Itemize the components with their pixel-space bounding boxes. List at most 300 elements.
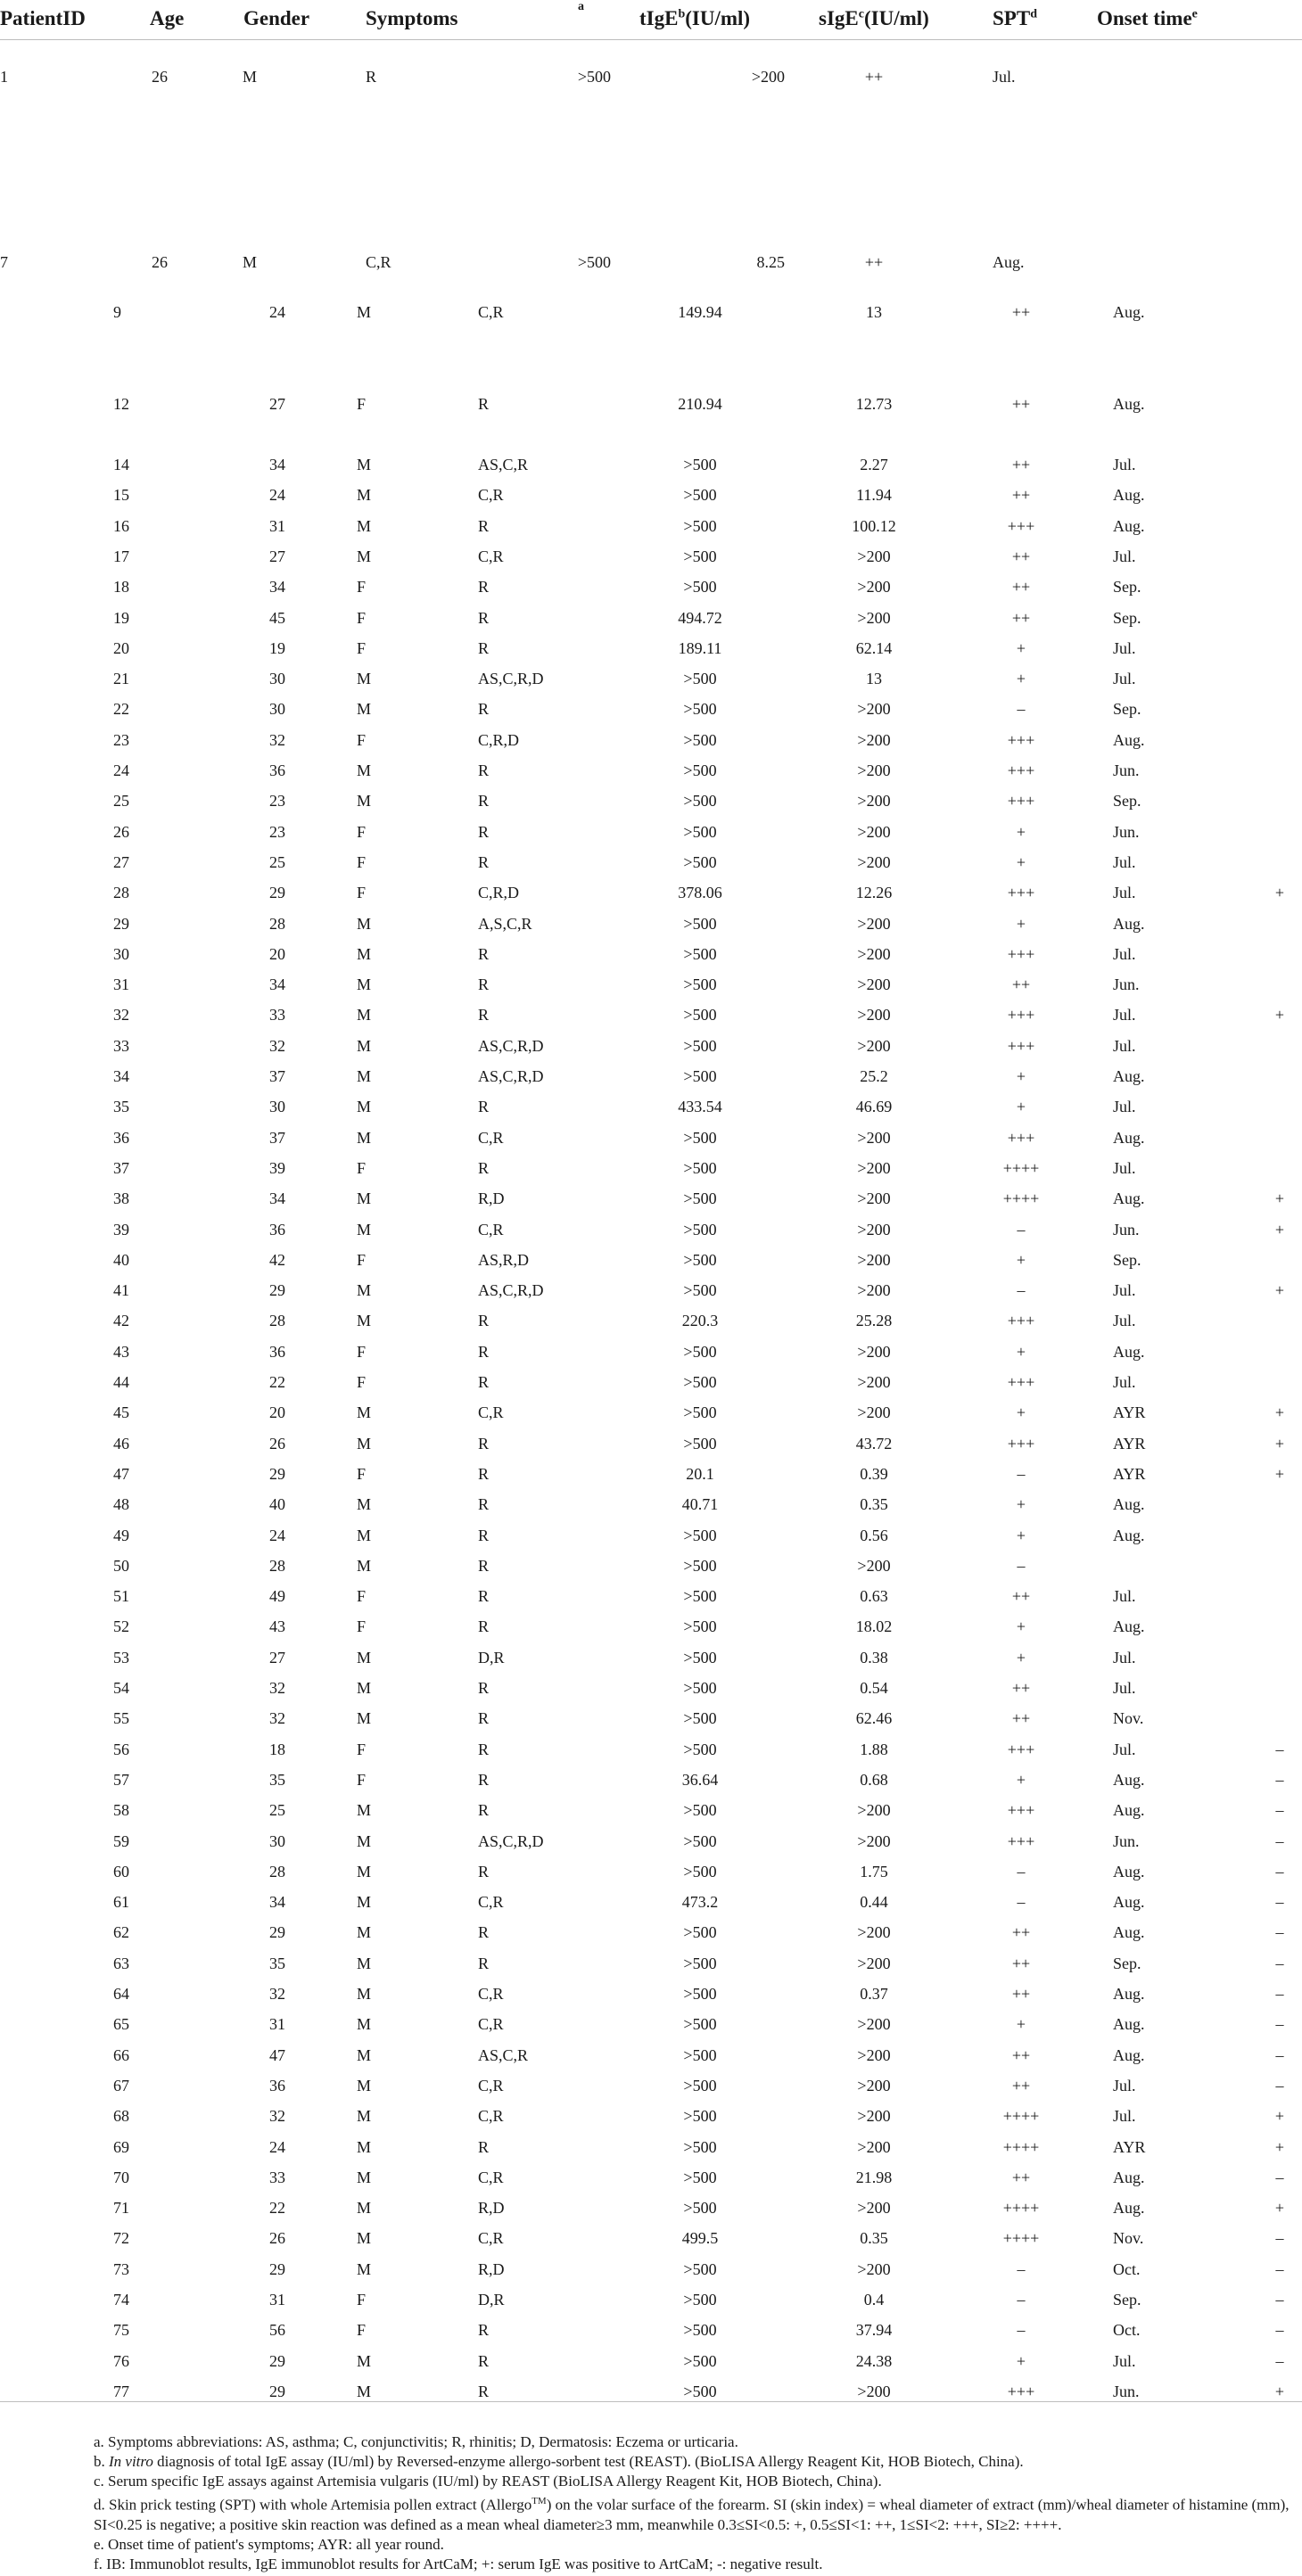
cell-tige: >500	[683, 761, 717, 779]
cell-ib: +	[1274, 1220, 1285, 1239]
cell-spt: +++	[1007, 1006, 1035, 1025]
footnote-e: e. Onset time of patient's symptoms; AYR: all year round.	[94, 2535, 444, 2553]
cell-symptoms: R	[478, 792, 490, 811]
cell-tige: 494.72	[678, 608, 722, 627]
cell-onset: Aug.	[1113, 1128, 1145, 1147]
cell-id: 33	[113, 1036, 129, 1055]
cell-id: 29	[113, 914, 129, 933]
cell-gender: M	[357, 516, 372, 535]
cell-onset: Sep.	[1113, 1954, 1141, 1972]
cell-age: 29	[269, 1464, 285, 1483]
cell-id: 69	[113, 2137, 129, 2156]
cell-onset: Jul.	[1113, 884, 1136, 902]
cell-sige: >200	[857, 975, 891, 994]
cell-spt: +++	[1007, 1434, 1035, 1453]
cell-id: 17	[113, 547, 129, 565]
cell-symptoms: R	[478, 2137, 490, 2156]
cell-onset: Jul.	[1113, 1648, 1136, 1667]
cell-ib: +	[1274, 2199, 1285, 2218]
cell-tige: >500	[683, 1985, 717, 2003]
cell-tige: >500	[683, 2045, 717, 2064]
cell-gender: M	[357, 2107, 372, 2126]
cell-spt: –	[1017, 2259, 1026, 2278]
cell-tige: 220.3	[681, 1312, 719, 1330]
cell-spt: +	[1016, 2015, 1026, 2034]
cell-ib: –	[1275, 1923, 1284, 1942]
cell-symptoms: R	[478, 1495, 490, 1514]
header-patient-id: PatientID	[0, 7, 86, 29]
cell-age: 24	[269, 486, 285, 505]
cell-onset: Jul.	[1113, 944, 1136, 963]
cell-age: 29	[269, 884, 285, 902]
cell-sige: >200	[857, 1036, 891, 1055]
cell-symptoms: C,R	[478, 2229, 504, 2248]
cell-ib: –	[1275, 2259, 1284, 2278]
cell-sige: >200	[857, 1556, 891, 1575]
cell-onset: Jul.	[1113, 2351, 1136, 2370]
cell-tige: 499.5	[681, 2229, 719, 2248]
cell-onset: Jul.	[1113, 1036, 1136, 1055]
cell-tige: >500	[683, 1250, 717, 1269]
cell-spt: +++	[1007, 1831, 1035, 1850]
cell-id: 43	[113, 1342, 129, 1361]
cell-sige: >200	[857, 1281, 891, 1300]
cell-ib: –	[1275, 2015, 1284, 2034]
cell-age: 32	[269, 1709, 285, 1728]
cell-spt: ++	[864, 253, 884, 271]
cell-gender: F	[357, 884, 367, 902]
cell-symptoms: R	[478, 1464, 490, 1483]
cell-onset: Sep.	[1113, 608, 1141, 627]
cell-sige: 0.38	[860, 1648, 888, 1667]
cell-gender: M	[357, 1526, 372, 1544]
cell-id: 20	[113, 638, 129, 657]
cell-age: 26	[269, 1434, 285, 1453]
cell-tige: >500	[683, 1831, 717, 1850]
cell-tige: >500	[683, 1954, 717, 1972]
cell-sige: 0.63	[860, 1587, 888, 1606]
cell-spt: ++	[1011, 608, 1031, 627]
cell-sige: >200	[857, 2015, 891, 2034]
cell-sige: >200	[857, 1954, 891, 1972]
cell-onset: Jul.	[1113, 1679, 1136, 1697]
cell-id: 9	[113, 303, 121, 321]
cell-ib: +	[1274, 2107, 1285, 2126]
cell-tige: >500	[683, 1373, 717, 1391]
cell-gender: M	[357, 1098, 372, 1116]
cell-gender: M	[357, 700, 372, 719]
cell-id: 70	[113, 2168, 129, 2186]
cell-gender: M	[357, 1067, 372, 1085]
cell-tige: >500	[683, 456, 717, 473]
cell-spt: +++	[1007, 944, 1035, 963]
cell-sige: >200	[857, 1006, 891, 1025]
cell-tige: >500	[683, 914, 717, 933]
cell-symptoms: R	[478, 1312, 490, 1330]
cell-sige: >200	[857, 730, 891, 749]
cell-onset: Jul.	[1113, 2107, 1136, 2126]
cell-ib: –	[1275, 1985, 1284, 2003]
cell-sige: >200	[857, 2076, 891, 2095]
cell-tige: >500	[683, 1067, 717, 1085]
cell-sige: 46.69	[855, 1098, 893, 1116]
cell-id: 71	[113, 2199, 129, 2218]
cell-sige: >200	[857, 608, 891, 627]
header-tige-sup: b	[678, 7, 686, 21]
cell-spt: –	[1017, 1862, 1026, 1881]
cell-onset: Jul.	[1113, 1281, 1136, 1300]
cell-id: 74	[113, 2291, 129, 2309]
cell-sige: 2.27	[860, 456, 888, 473]
cell-gender: M	[357, 1312, 372, 1330]
cell-onset: Nov.	[1113, 1709, 1144, 1728]
cell-onset: Jul.	[1113, 2076, 1136, 2095]
cell-sige: >200	[857, 1189, 891, 1208]
footnote-b	[94, 2452, 1298, 2472]
cell-age: 25	[269, 1801, 285, 1820]
cell-onset: Jun.	[1113, 2382, 1140, 2400]
cell-ib: –	[1275, 1831, 1284, 1850]
cell-id: 19	[113, 608, 129, 627]
cell-spt: –	[1017, 1281, 1026, 1300]
cell-symptoms: R	[478, 2321, 490, 2340]
header-symptoms: Symptoms	[366, 7, 458, 29]
cell-sige: >200	[857, 761, 891, 779]
cell-symptoms: C,R	[478, 1128, 504, 1147]
footnotes	[94, 2432, 1298, 2574]
cell-gender: M	[357, 486, 372, 505]
cell-onset: Aug.	[1113, 1526, 1145, 1544]
cell-onset: Aug.	[1113, 1862, 1145, 1881]
cell-gender: M	[357, 303, 372, 321]
cell-tige: >500	[683, 2382, 717, 2400]
cell-onset: Aug.	[1113, 1770, 1145, 1789]
cell-spt: ++	[1011, 1985, 1031, 2003]
cell-gender: M	[357, 2229, 372, 2248]
cell-id: 14	[113, 456, 129, 473]
cell-gender: F	[357, 2291, 367, 2309]
cell-tige: 473.2	[681, 1893, 719, 1912]
cell-id: 22	[113, 700, 129, 719]
cell-id: 1	[0, 68, 8, 86]
cell-id: 51	[113, 1587, 129, 1606]
cell-sige: 0.4	[863, 2291, 885, 2309]
cell-sige: >200	[857, 1923, 891, 1942]
header-tige-text: tIgE	[639, 7, 679, 29]
header-spt	[993, 7, 1037, 30]
cell-age: 36	[269, 2076, 285, 2095]
cell-symptoms: R	[478, 1098, 490, 1116]
cell-symptoms: R	[478, 761, 490, 779]
cell-symptoms: C,R	[478, 1985, 504, 2003]
cell-id: 65	[113, 2015, 129, 2034]
cell-gender: M	[357, 1709, 372, 1728]
cell-ib: –	[1275, 1740, 1284, 1758]
cell-spt: +	[1016, 852, 1026, 871]
header-sige-unit: (IU/ml)	[863, 7, 929, 29]
cell-onset: Aug.	[1113, 2015, 1145, 2034]
cell-gender: M	[357, 1220, 372, 1239]
cell-symptoms: R	[478, 2382, 490, 2400]
cell-sige: 25.28	[855, 1312, 893, 1330]
cell-gender: M	[357, 1954, 372, 1972]
cell-symptoms: R	[478, 1862, 490, 1881]
cell-spt: ++++	[1002, 2229, 1040, 2248]
cell-gender: M	[357, 1434, 372, 1453]
cell-age: 34	[269, 456, 285, 473]
cell-age: 23	[269, 822, 285, 841]
cell-spt: ++	[1011, 456, 1031, 473]
cell-age: 34	[269, 578, 285, 597]
cell-spt: ++	[864, 68, 884, 86]
cell-onset: Aug.	[1113, 1067, 1145, 1085]
cell-spt: –	[1017, 1893, 1026, 1912]
cell-sige: 13	[866, 303, 882, 321]
cell-age: 36	[269, 1342, 285, 1361]
cell-onset: Aug.	[1113, 1342, 1145, 1361]
cell-id: 7	[0, 253, 8, 271]
header-sige-sup: c	[858, 7, 864, 21]
header-spt-sup: d	[1030, 7, 1037, 21]
cell-spt: +	[1016, 1617, 1026, 1636]
footnote-a: a. Symptoms abbreviations: AS, asthma; C, conjunctivitis; R, rhinitis; D, Dermatosis: Eczema or urticaria.	[94, 2433, 738, 2450]
cell-spt: –	[1017, 1220, 1026, 1239]
cell-gender: M	[357, 975, 372, 994]
cell-tige: >500	[683, 1158, 717, 1177]
cell-gender: M	[243, 253, 258, 271]
cell-tige: >500	[577, 68, 611, 86]
header-gender: Gender	[243, 7, 310, 29]
cell-gender: F	[357, 608, 367, 627]
cell-tige: >500	[683, 2321, 717, 2340]
cell-id: 50	[113, 1556, 129, 1575]
cell-tige: >500	[683, 578, 717, 597]
cell-age: 34	[269, 1893, 285, 1912]
cell-tige: >500	[683, 2137, 717, 2156]
cell-gender: F	[357, 1617, 367, 1636]
cell-spt: ++	[1011, 2168, 1031, 2186]
cell-spt: ++	[1011, 547, 1031, 565]
cell-sige: >200	[857, 2137, 891, 2156]
cell-tige: >500	[683, 975, 717, 994]
cell-sige: 0.39	[860, 1464, 888, 1483]
cell-gender: M	[357, 670, 372, 688]
cell-gender: M	[357, 1281, 372, 1300]
cell-sige: 25.2	[860, 1067, 888, 1085]
cell-spt: +	[1016, 1098, 1026, 1116]
cell-id: 16	[113, 516, 129, 535]
cell-spt: +++	[1007, 761, 1035, 779]
cell-age: 32	[269, 2107, 285, 2126]
cell-id: 24	[113, 761, 129, 779]
header-sige	[819, 7, 929, 30]
cell-id: 15	[113, 486, 129, 505]
cell-tige: >500	[577, 253, 611, 271]
cell-tige: 36.64	[681, 1770, 719, 1789]
cell-symptoms: C,R	[478, 1403, 504, 1422]
cell-gender: F	[357, 638, 367, 657]
cell-symptoms: R	[478, 638, 490, 657]
cell-gender: F	[357, 1250, 367, 1269]
cell-onset: Sep.	[1113, 700, 1141, 719]
cell-sige: >200	[857, 2199, 891, 2218]
cell-symptoms: R	[478, 1617, 490, 1636]
cell-sige: >200	[857, 944, 891, 963]
cell-id: 18	[113, 578, 129, 597]
cell-age: 39	[269, 1158, 285, 1177]
cell-gender: M	[357, 2076, 372, 2095]
cell-onset: Jul.	[1113, 1740, 1136, 1758]
cell-sige: >200	[857, 2045, 891, 2064]
cell-tige: >500	[683, 2291, 717, 2309]
cell-symptoms: R	[478, 1434, 490, 1453]
cell-age: 30	[269, 1831, 285, 1850]
footnote-b-italic: In vitro	[109, 2453, 153, 2470]
cell-gender: F	[357, 1158, 367, 1177]
cell-onset: Aug.	[1113, 730, 1145, 749]
cell-onset: Jun.	[1113, 1831, 1140, 1850]
cell-tige: >500	[683, 2199, 717, 2218]
cell-sige: 62.14	[855, 638, 893, 657]
cell-id: 32	[113, 1006, 129, 1025]
cell-gender: F	[357, 395, 367, 413]
cell-spt: ++	[1011, 2045, 1031, 2064]
cell-spt: –	[1017, 700, 1026, 719]
cell-sige: 12.26	[855, 884, 893, 902]
cell-gender: F	[357, 2321, 367, 2340]
cell-age: 25	[269, 852, 285, 871]
cell-tige: >500	[683, 944, 717, 963]
cell-symptoms: D,R	[478, 2291, 505, 2309]
cell-ib: –	[1275, 2168, 1284, 2186]
cell-onset: Jul.	[1113, 1098, 1136, 1116]
cell-id: 77	[113, 2382, 129, 2400]
cell-onset: AYR	[1113, 1464, 1146, 1483]
cell-age: 28	[269, 1312, 285, 1330]
cell-spt: –	[1017, 1556, 1026, 1575]
cell-id: 37	[113, 1158, 129, 1177]
cell-gender: F	[357, 852, 367, 871]
cell-sige: 0.44	[860, 1893, 888, 1912]
cell-age: 31	[269, 2291, 285, 2309]
cell-symptoms: R	[478, 1006, 490, 1025]
cell-tige: 378.06	[678, 884, 722, 902]
cell-sige: >200	[857, 1220, 891, 1239]
cell-onset: Sep.	[1113, 578, 1141, 597]
cell-id: 28	[113, 884, 129, 902]
cell-ib: –	[1275, 1954, 1284, 1972]
cell-sige: 1.88	[860, 1740, 888, 1758]
cell-onset: Aug.	[1113, 303, 1145, 321]
cell-symptoms: R	[478, 516, 490, 535]
cell-age: 30	[269, 1098, 285, 1116]
cell-sige: >200	[857, 700, 891, 719]
cell-ib: +	[1274, 1281, 1285, 1300]
cell-gender: M	[357, 547, 372, 565]
cell-onset: Aug.	[1113, 1189, 1145, 1208]
cell-symptoms: R	[478, 975, 490, 994]
cell-tige: >500	[683, 1801, 717, 1820]
cell-gender: M	[357, 1985, 372, 2003]
header-spt-text: SPT	[993, 7, 1031, 29]
cell-sige: 0.68	[860, 1770, 888, 1789]
cell-ib: +	[1274, 1434, 1285, 1453]
cell-gender: F	[357, 1342, 367, 1361]
cell-gender: M	[357, 2045, 372, 2064]
footnote-d-tm: TM	[532, 2496, 547, 2506]
cell-id: 25	[113, 792, 129, 811]
cell-sige: 0.37	[860, 1985, 888, 2003]
cell-sige: >200	[857, 1250, 891, 1269]
footnote-c: c. Serum specific IgE assays against Artemisia vulgaris (IU/ml) by REAST (BioLISA Allergy Reagent Kit, HOB Biotech, China).	[94, 2473, 882, 2490]
cell-id: 54	[113, 1679, 129, 1697]
cell-tige: >500	[683, 1862, 717, 1881]
cell-ib: –	[1275, 2351, 1284, 2370]
footnote-d	[94, 2491, 1298, 2535]
cell-tige: >500	[683, 1740, 717, 1758]
cell-symptoms: R	[478, 2351, 490, 2370]
cell-onset: Jul.	[1113, 638, 1136, 657]
cell-symptoms: R	[478, 1556, 490, 1575]
cell-ib: +	[1274, 2382, 1285, 2400]
cell-age: 32	[269, 1036, 285, 1055]
cell-tige: >500	[683, 1526, 717, 1544]
cell-onset: Jun.	[1113, 1220, 1140, 1239]
cell-age: 22	[269, 2199, 285, 2218]
cell-sige: >200	[751, 68, 785, 86]
cell-onset: Jul.	[1113, 1373, 1136, 1391]
cell-spt: +	[1016, 2351, 1026, 2370]
cell-spt: +	[1016, 1526, 1026, 1544]
cell-tige: 189.11	[678, 638, 722, 657]
footnote-b-prefix: b.	[94, 2453, 109, 2470]
cell-gender: M	[357, 761, 372, 779]
cell-spt: ++	[1011, 975, 1031, 994]
cell-age: 43	[269, 1617, 285, 1636]
cell-age: 27	[269, 395, 285, 413]
cell-age: 29	[269, 2259, 285, 2278]
cell-symptoms: R	[478, 852, 490, 871]
cell-tige: >500	[683, 1709, 717, 1728]
cell-sige: >200	[857, 852, 891, 871]
cell-spt: ++	[1011, 578, 1031, 597]
cell-symptoms: R,D	[478, 2259, 505, 2278]
cell-gender: M	[357, 2168, 372, 2186]
cell-symptoms: R	[478, 1587, 490, 1606]
header-onset-text: Onset time	[1097, 7, 1192, 29]
cell-age: 29	[269, 2382, 285, 2400]
cell-symptoms: AS,C,R,D	[478, 1281, 544, 1300]
cell-onset: Aug.	[1113, 486, 1145, 505]
cell-symptoms: R	[478, 608, 490, 627]
cell-onset: Jul.	[1113, 547, 1136, 565]
cell-id: 38	[113, 1189, 129, 1208]
cell-symptoms: C,R	[478, 1220, 504, 1239]
cell-spt: +++	[1007, 2382, 1035, 2400]
cell-id: 75	[113, 2321, 129, 2340]
cell-symptoms: C,R	[478, 2015, 504, 2034]
cell-tige: 149.94	[678, 303, 722, 321]
cell-spt: +++	[1007, 1373, 1035, 1391]
cell-onset: Aug.	[1113, 516, 1145, 535]
cell-sige: 24.38	[855, 2351, 893, 2370]
cell-spt: ++++	[1002, 2137, 1040, 2156]
cell-age: 24	[269, 2137, 285, 2156]
cell-age: 28	[269, 1862, 285, 1881]
cell-age: 22	[269, 1373, 285, 1391]
cell-age: 32	[269, 1679, 285, 1697]
cell-tige: >500	[683, 792, 717, 811]
